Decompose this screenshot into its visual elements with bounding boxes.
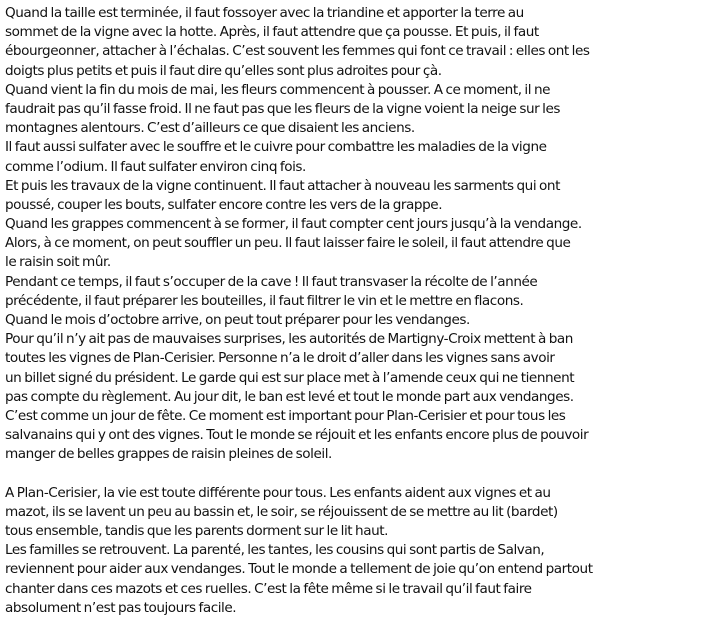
- text-line: ébourgeonner, attacher à l’échalas. C’est souvent les femmes qui font ce travail : elles ont les: [5, 43, 590, 60]
- text-line: tous ensemble, tandis que les parents dorment sur le lit haut.: [5, 523, 389, 540]
- text-line: manger de belles grappes de raisin pleines de soleil.: [5, 446, 332, 463]
- text-line: précédente, il faut préparer les bouteilles, il faut filtrer le vin et le mettre en flacons.: [5, 292, 524, 309]
- text-line: reviennent pour aider aux vendanges. Tout le monde a tellement de joie qu’on entend partout: [5, 561, 593, 578]
- text-line: toutes les vignes de Plan-Cerisier. Personne n’a le droit d’aller dans les vignes sans avoir: [5, 350, 555, 367]
- paragraph-plan-cerisier: [5, 484, 703, 542]
- paragraph-familles: [5, 541, 703, 618]
- text-line: poussé, couper les bouts, sulfater encore contre les vers de la grappe.: [5, 196, 443, 213]
- text-line: faudrait pas qu’il fasse froid. Il ne faut pas que les fleurs de la vigne voient la neige sur les: [5, 100, 561, 117]
- text-line: Quand le mois d’octobre arrive, on peut tout préparer pour les vendanges.: [5, 312, 470, 328]
- paragraph-cave: [5, 273, 703, 311]
- document-body: [5, 4, 703, 618]
- text-line: salvanains qui y ont des vignes. Tout le monde se réjouit et les enfants encore plus de pouvoir: [5, 427, 589, 444]
- text-line: Les familles se retrouvent. La parenté, les tantes, les cousins qui sont partis de Salvan,: [5, 542, 545, 559]
- text-line: doigts plus petits et puis il faut dire qu’elles sont plus adroites pour çà.: [5, 62, 442, 79]
- text-line: mazot, ils se lavent un peu au bassin et, le soir, se réjouissent de se mettre au lit (bardet): [5, 503, 558, 520]
- text-line: un billet signé du président. Le garde qui est sur place met à l’amende ceux qui ne tiennent: [5, 369, 575, 386]
- text-line: Pour qu’il n’y ait pas de mauvaises surprises, les autorités de Martigny-Croix mettent à ban: [5, 331, 573, 348]
- paragraph-sulfater: [5, 138, 703, 176]
- text-line: C’est comme un jour de fête. Ce moment est important pour Plan-Cerisier et pour tous les: [5, 407, 566, 424]
- text-line: le raisin soit mûr.: [5, 254, 111, 271]
- text-line: Il faut aussi sulfater avec le souffre et le cuivre pour combattre les maladies de la vigne: [5, 139, 547, 156]
- text-line: Quand les grappes commencent à se former, il faut compter cent jours jusqu’à la vendange.: [5, 216, 582, 233]
- paragraph-grappes: [5, 215, 703, 273]
- text-line: montagnes alentours. C’est d’ailleurs ce que disaient les anciens.: [5, 120, 415, 137]
- paragraph-gap: [5, 465, 703, 484]
- text-line: absolument n’est pas toujours facile.: [5, 599, 237, 616]
- paragraph-ban: [5, 330, 703, 464]
- text-line: A Plan-Cerisier, la vie est toute différente pour tous. Les enfants aident aux vignes et au: [5, 484, 551, 501]
- text-line: Quand la taille est terminée, il faut fossoyer avec la triandine et apporter la terre au: [5, 5, 524, 21]
- text-line: comme l’odium. Il faut sulfater environ cinq fois.: [5, 158, 306, 175]
- paragraph-fleurs: [5, 81, 703, 139]
- text-line: chanter dans ces mazots et ces ruelles. C’est la fête même si le travail qu’il faut faire: [5, 580, 532, 597]
- text-line: Alors, à ce moment, on peut souffler un peu. Il faut laisser faire le soleil, il faut attendre que: [5, 235, 571, 252]
- paragraph-octobre: [5, 311, 703, 330]
- text-line: Et puis les travaux de la vigne continuent. Il faut attacher à nouveau les sarments qui ont: [5, 177, 560, 194]
- paragraph-taille: [5, 4, 703, 81]
- text-line: sommet de la vigne avec la hotte. Après, il faut attendre que ça pousse. Et puis, il faut: [5, 24, 539, 41]
- text-line: Quand vient la fin du mois de mai, les fleurs commencent à pousser. A ce moment, il ne: [5, 81, 551, 98]
- paragraph-travaux: [5, 177, 703, 215]
- text-line: Pendant ce temps, il faut s’occuper de la cave ! Il faut transvaser la récolte de l’année: [5, 273, 538, 290]
- text-line: pas compte du règlement. Au jour dit, le ban est levé et tout le monde part aux vendanges.: [5, 388, 574, 405]
